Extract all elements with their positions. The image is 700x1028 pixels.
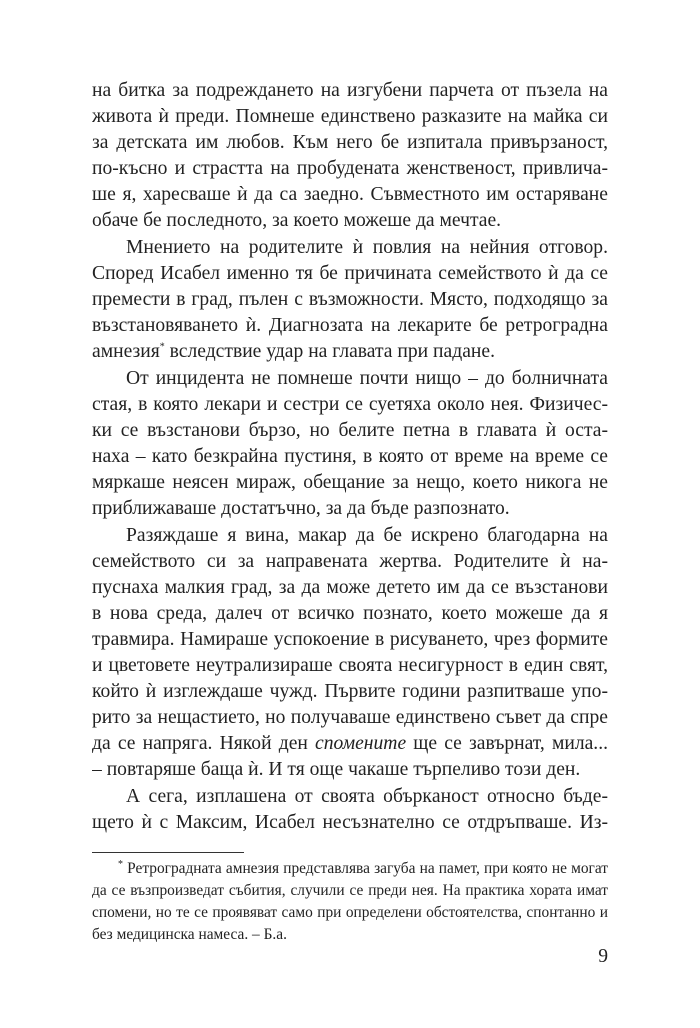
footnote-line: да се възпроизведат събития, случили се преди нея. На практика хората имат bbox=[92, 882, 608, 899]
text-line: по-късно и страстта на пробудената женственост, привличa- bbox=[92, 158, 608, 179]
text-fragment: амнезия bbox=[92, 341, 160, 362]
text-line: наха – като безкрайна пустиня, в която от време на време се bbox=[92, 446, 608, 467]
text-fragment: вследствие удар на главата при падане. bbox=[164, 341, 495, 362]
text-fragment: ще се завърнат, мила... bbox=[406, 733, 608, 754]
text-line: обаче бе последното, за което можеше да мечтае. bbox=[92, 210, 502, 231]
text-line: рито за нещастието, но получаваше единствено съвет да спре bbox=[92, 707, 608, 728]
text-line: стая, в която лекари и сестри се суетяха около нея. Физичес- bbox=[92, 394, 608, 415]
text-line: Мнението на родителите ѝ повлия на нейния отговор. bbox=[126, 237, 608, 258]
footnote-line bbox=[118, 858, 608, 880]
text-line: и цветовете неутрализираше своята несигурност в един свят, bbox=[92, 655, 608, 676]
text-line: премести в град, пълен с възможности. Място, подходящо за bbox=[92, 289, 608, 310]
text-line: в нова среда, далеч от всичко познато, което можеше да я bbox=[92, 603, 608, 624]
text-line: А сега, изплашена от своята объркaност относно бъде- bbox=[126, 786, 608, 807]
text-line: за детската им любов. Към него бе изпитала привързаност, bbox=[92, 132, 608, 153]
text-line: щето ѝ с Максим, Исабел несъзнателно се отдръпваше. Из- bbox=[92, 812, 608, 833]
text-line: приближаваше достатъчно, за да бъде разпознато. bbox=[92, 498, 510, 519]
text-line: на битка за подреждането на изгубени парчета от пъзела на bbox=[92, 80, 608, 101]
text-line: Разяждаше я вина, макар да бе искрено благодарна на bbox=[126, 525, 608, 546]
text-line: семейството си за направената жертва. Родителите ѝ на- bbox=[92, 551, 608, 572]
emphasized-word: спомените bbox=[315, 733, 407, 754]
text-line: възстановяването ѝ. Диагнозата на лекарите бе ретроградна bbox=[92, 315, 608, 336]
footnote-divider bbox=[92, 852, 244, 853]
text-line: травмира. Намираше успокоение в рисуването, чрез формите bbox=[92, 629, 608, 650]
text-line bbox=[92, 339, 608, 365]
text-line bbox=[92, 731, 608, 757]
text-line: – повтаряше баща ѝ. И тя още чакаше търпеливо този ден. bbox=[92, 759, 581, 780]
text-line: Според Исабел именно тя бе причината семейството ѝ да се bbox=[92, 263, 608, 284]
text-line: мяркаше неясен мираж, обещание за нещо, което никога не bbox=[92, 472, 608, 493]
text-line: От инцидента не помнеше почти нищо – до болничната bbox=[126, 368, 608, 389]
text-fragment: Ретроградната амнезия представлява загуба на памет, при която не могат bbox=[123, 860, 608, 877]
footnote-line: без медицинска намеса. – Б.а. bbox=[92, 926, 287, 943]
page-number: 9 bbox=[598, 946, 608, 967]
text-line: ше я, харесваше ѝ да са заедно. Съвместното им остаряване bbox=[92, 184, 608, 205]
text-fragment: да се напряга. Някой ден bbox=[92, 733, 316, 754]
footnote-reference: * bbox=[159, 341, 165, 353]
text-line: който ѝ изглеждаше чужд. Първите години разпитваше упо- bbox=[92, 681, 608, 702]
footnote-marker: * bbox=[118, 858, 123, 870]
text-line: пуснаха малкия град, за да може детето им да се възстанови bbox=[92, 577, 608, 598]
footnote-line: спомени, но те се проявяват само при определени обстоятелства, спонтанно и bbox=[92, 904, 608, 921]
text-line: ки се възстанови бързо, но белите петна в главата ѝ оста- bbox=[92, 420, 608, 441]
text-line: живота ѝ преди. Помнеше единствено разказите на майка си bbox=[92, 106, 608, 127]
